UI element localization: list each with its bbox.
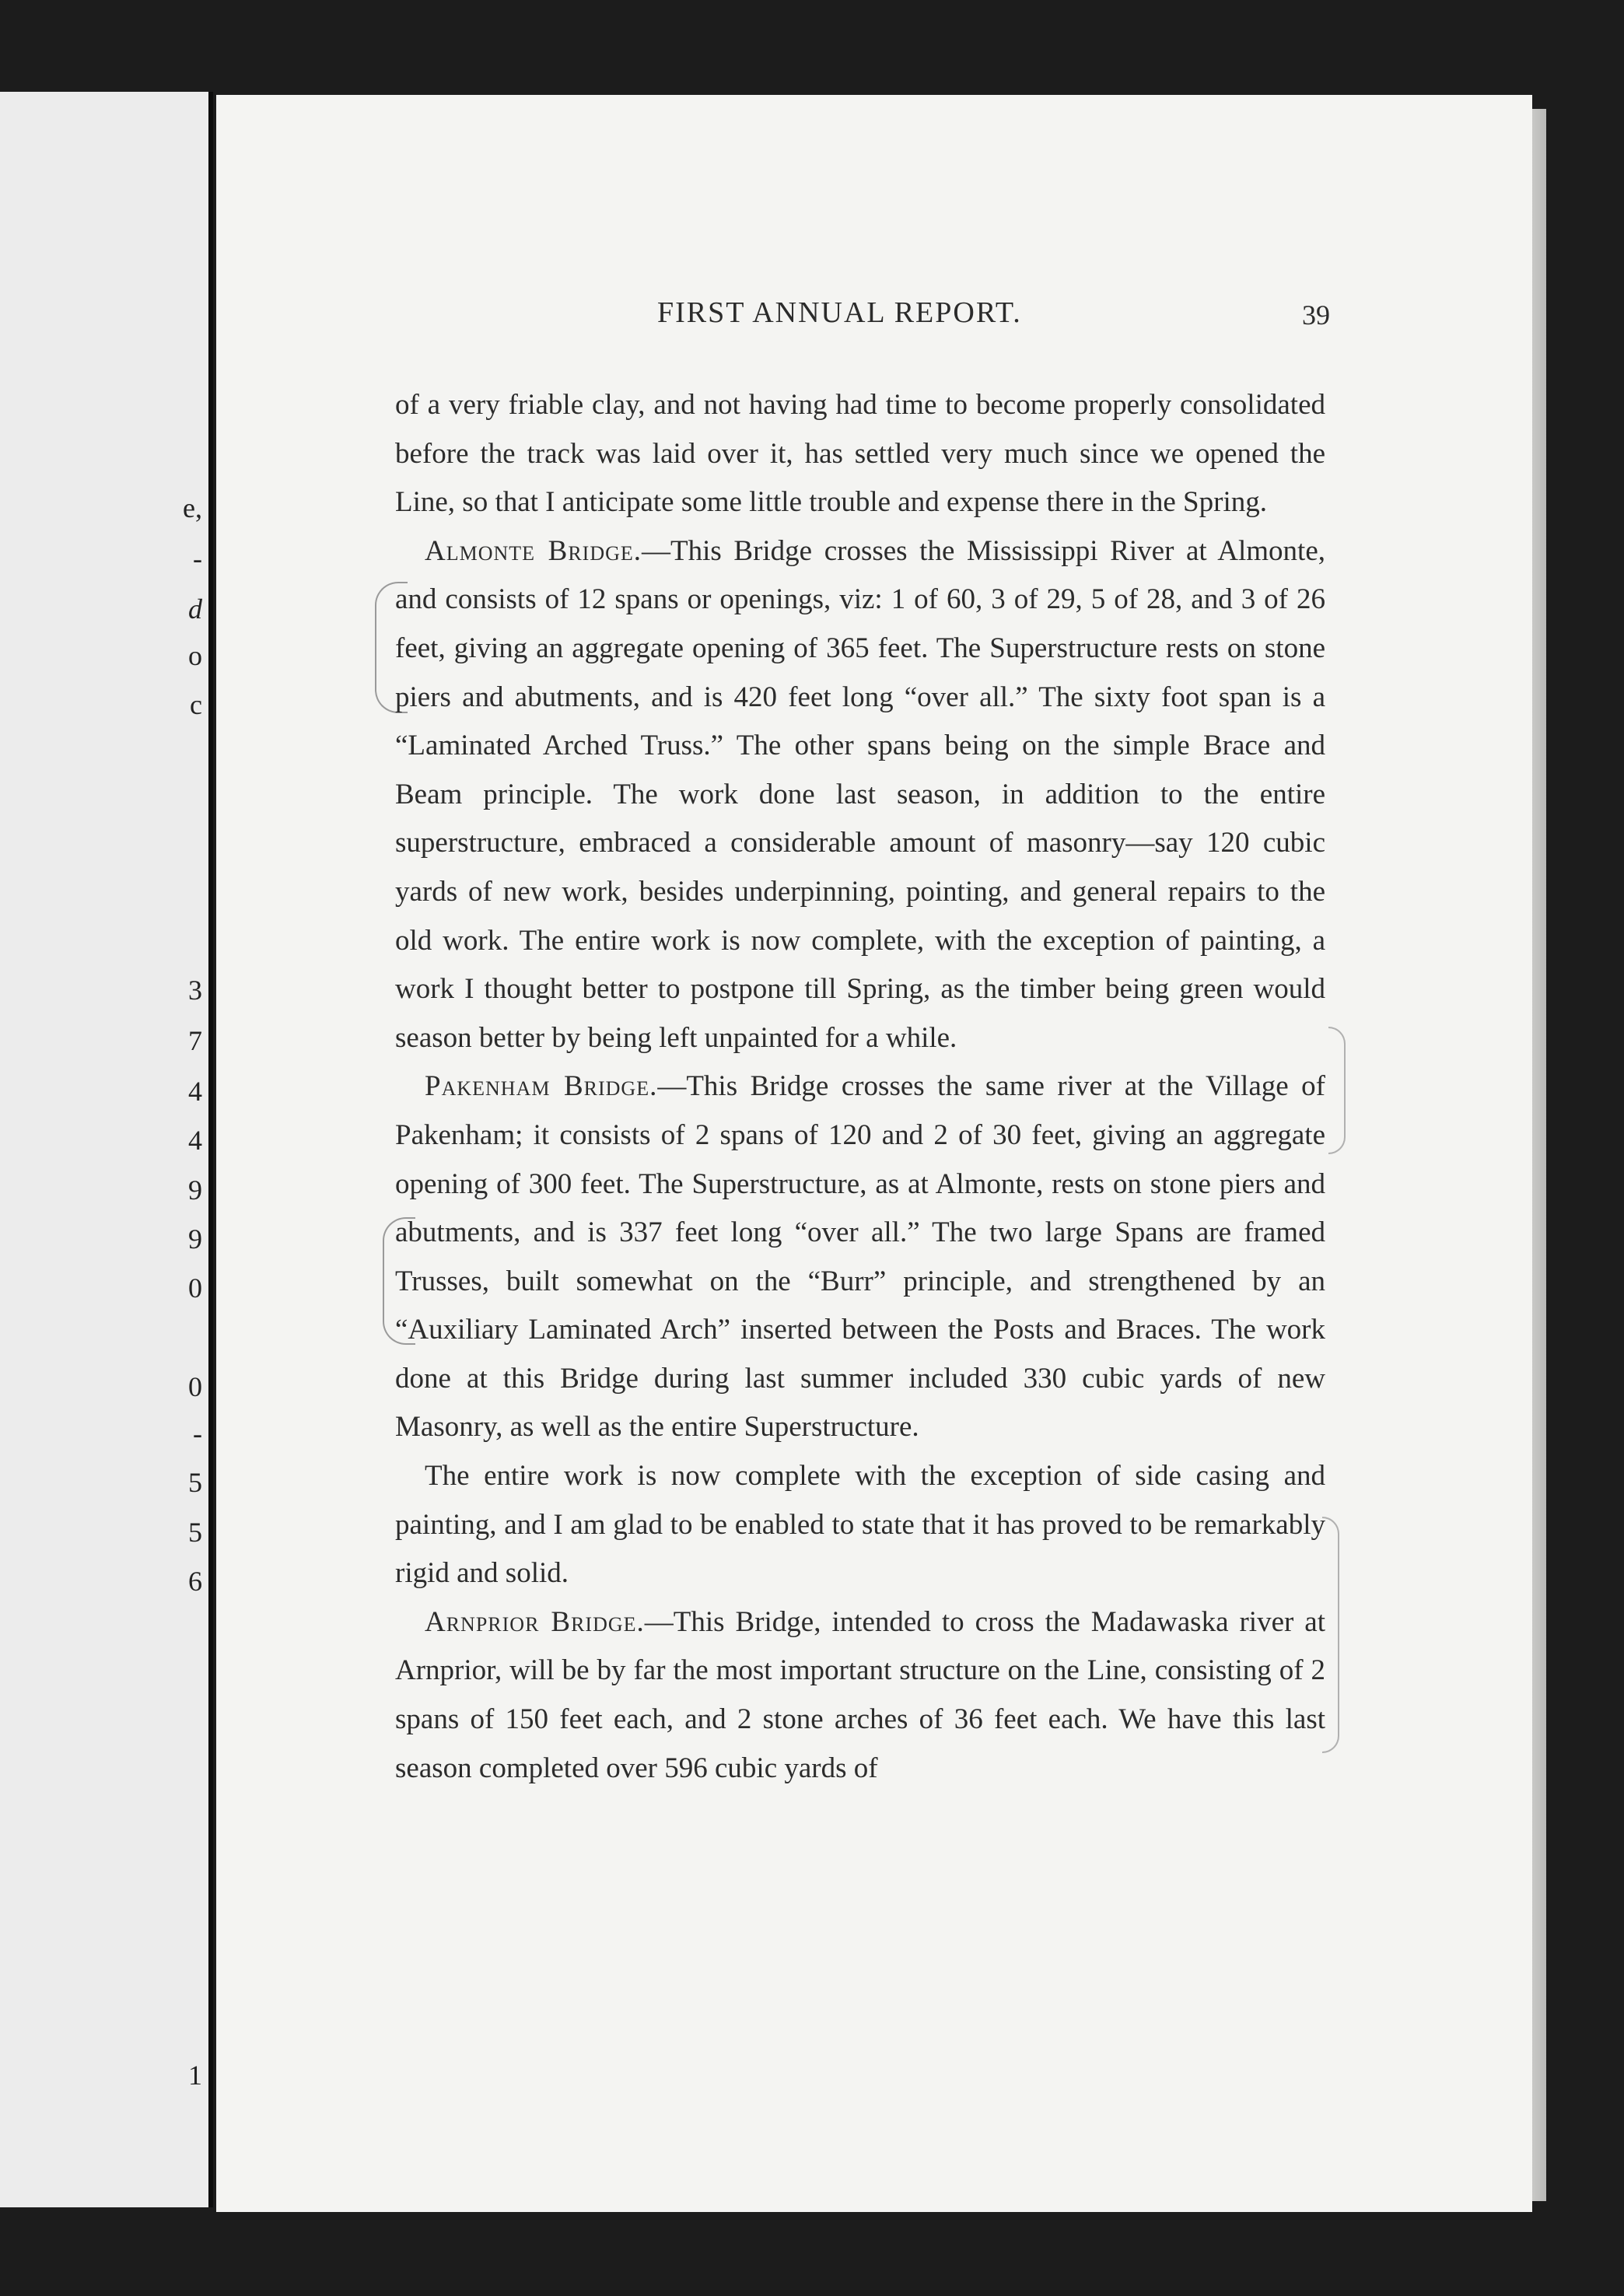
facing-page-glyph: 0 [188,1272,202,1304]
page-number: 39 [1302,299,1330,331]
facing-page-glyph: 5 [188,1517,202,1548]
pencil-mark-bracket [1328,1027,1346,1154]
paragraph [395,1452,1325,1598]
paragraph-text: —This Bridge, intended to cross the Madawaska river at Arnprior, will be by far the most important structure on the Line, consisting of 2 spans of 150 feet each, and 2 stone arches of 36 feet each. We have this last season completed over 596 cubic yards of [395,1605,1325,1784]
paragraph [395,1062,1325,1452]
section-lead: Pakenham Bridge. [425,1070,658,1103]
facing-page-glyph: 6 [188,1566,202,1597]
facing-page-glyph: - [193,543,202,574]
paragraph-text: —This Bridge crosses the same river at the Village of Pakenham; it consists of 2 spans of 120 and 2 of 30 feet, giving an aggregate opening of 300 feet. The Superstructure, as at Almonte, rests on stone piers and abutments, and is 337 feet long “over all.” The two large Spans are framed Trusses, built somewhat on the “Burr” principle, and strengthened by an “Auxiliary Laminated Arch” inserted between the Posts and Braces. The work done at this Bridge during last summer included 330 cubic yards of new Masonry, as well as the entire Superstructure. [395,1070,1325,1444]
facing-page-glyph: 0 [188,1371,202,1402]
paragraph-text: —This Bridge crosses the Mississippi River at Almonte, and consists of 12 spans or openings, viz: 1 of 60, 3 of 29, 5 of 28, and 3 of 26 feet, giving an aggregate opening of 365 feet. The Superstructure rests on stone piers and abutments, and is 420 feet long “over all.” The sixty foot span is a “Laminated Arched Truss.” The other spans being on the simple Brace and Beam principle. The work done last season, in addition to the entire superstructure, embraced a considerable amount of masonry—say 120 cubic yards of new work, besides underpinning, pointing, and general repairs to the old work. The entire work is now complete, with the exception of painting, a work I thought better to postpone till Spring, as the timber being green would season better by being left unpainted for a while. [395,534,1325,1054]
body-text [395,381,1325,1793]
facing-page-glyph: 9 [188,1174,202,1206]
facing-page-glyph: d [188,593,202,625]
paragraph-text: The entire work is now complete with the exception of side casing and painting, and I am glad to be enabled to state that it has proved to be remarkably rigid and solid. [395,1460,1325,1590]
facing-page-glyph: 4 [188,1076,202,1107]
section-lead: Almonte Bridge. [425,534,642,567]
facing-page-glyph: 7 [188,1025,202,1056]
paragraph [395,381,1325,527]
paragraph-text: of a very friable clay, and not having had time to become properly consolidated before the track was laid over it, has settled very much since we opened the Line, so that I anticipate some little trouble and expense there in the Spring. [395,389,1325,519]
section-lead: Arnprior Bridge. [425,1605,645,1638]
page-header [389,296,1330,342]
facing-page [0,92,213,2207]
facing-page-glyph: o [188,640,202,671]
facing-page-glyph: 9 [188,1223,202,1255]
facing-page-glyph: 5 [188,1467,202,1498]
facing-page-glyph: - [193,1418,202,1449]
facing-page-glyph: 1 [188,2060,202,2091]
facing-page-glyph: 3 [188,975,202,1006]
paragraph [395,527,1325,1063]
facing-page-glyph: c [190,689,202,720]
paragraph [395,1598,1325,1793]
facing-page-glyph: 4 [188,1125,202,1156]
facing-page-glyph: e, [183,492,202,523]
running-head: FIRST ANNUAL REPORT. [657,296,1022,329]
